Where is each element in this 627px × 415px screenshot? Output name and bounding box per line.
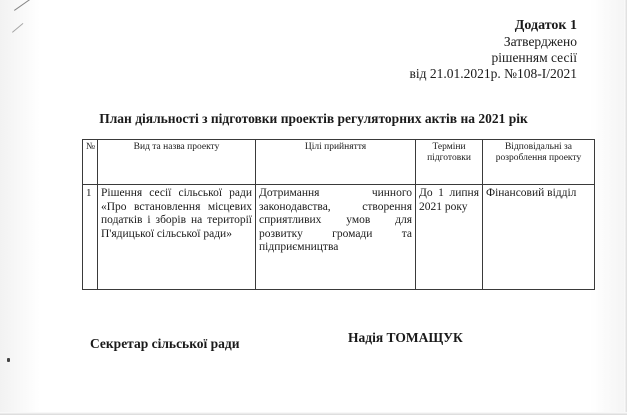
column-header-responsible: Відповідальні за розроблення проекту bbox=[483, 140, 595, 185]
approval-line: рішенням сесії bbox=[491, 50, 577, 65]
appendix-title: Додаток 1 bbox=[514, 18, 577, 33]
deadline-cell: До 1 липня 2021 року bbox=[416, 185, 483, 290]
table-header-row bbox=[83, 140, 595, 185]
column-header-number: № bbox=[83, 140, 98, 185]
approval-line: Затверджено bbox=[503, 34, 577, 49]
signature-position: Секретар сільської ради bbox=[90, 336, 240, 351]
project-name-cell: Рішення сесії сільської ради «Про встановлення місцевих податків і зборів на території П'ядицької сільської ради» bbox=[98, 185, 256, 290]
goals-cell: Дотримання чинного законодавства, створення сприятливих умов для розвитку громади та підприємництва bbox=[256, 185, 416, 290]
column-header-name: Вид та назва проекту bbox=[98, 140, 256, 185]
scan-speck bbox=[7, 358, 10, 362]
plan-table bbox=[82, 139, 595, 290]
appendix-block bbox=[410, 18, 578, 82]
table-row bbox=[83, 185, 595, 290]
column-header-goals: Цілі прийняття bbox=[256, 140, 416, 185]
signature-name: Надія ТОМАЩУК bbox=[348, 330, 463, 345]
approval-date-line: від 21.01.2021р. №108-І/2021 bbox=[409, 66, 577, 81]
column-header-deadline: Терміни підготовки bbox=[416, 140, 483, 185]
document-title: План діяльності з підготовки проектів регуляторних актів на 2021 рік bbox=[99, 111, 528, 126]
responsible-cell: Фінансовий відділ bbox=[483, 185, 595, 290]
row-number: 1 bbox=[83, 185, 98, 290]
